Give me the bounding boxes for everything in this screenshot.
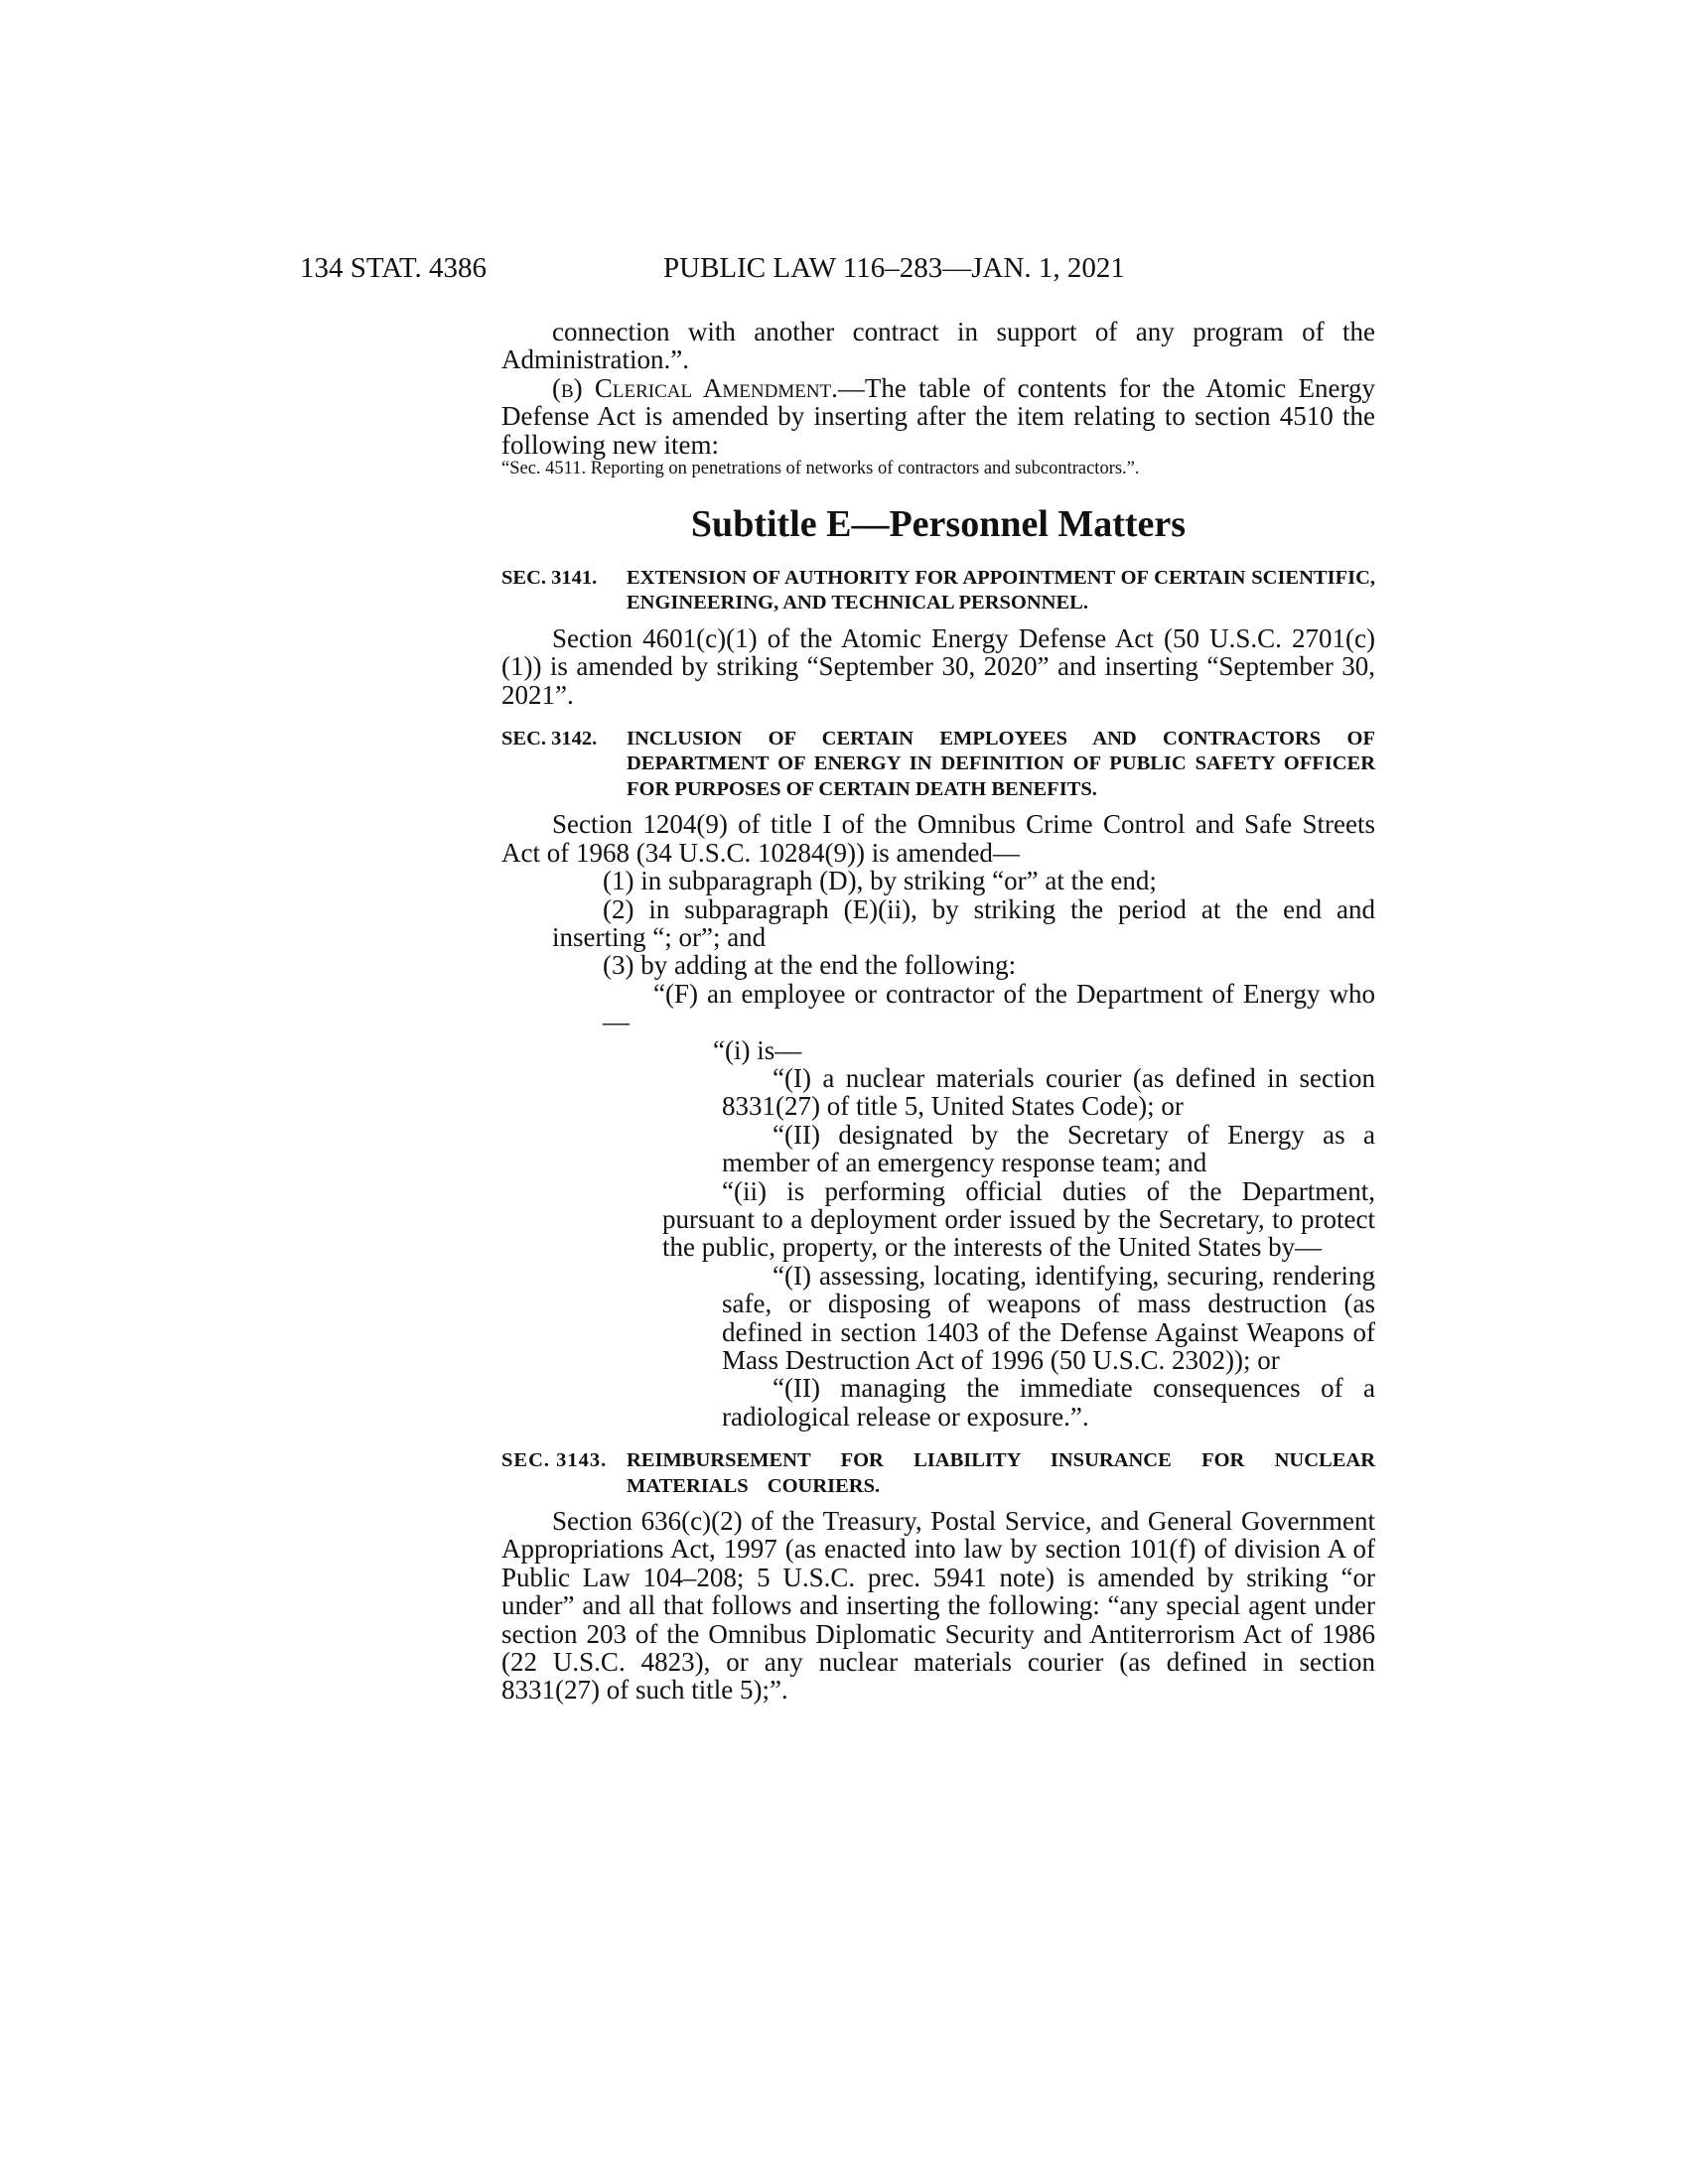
section-3142-heading xyxy=(501,727,1375,802)
subclause-ii-second: “(II) managing the immediate consequences of a radiological release or exposure.”. xyxy=(722,1373,1375,1432)
subclause-i-first: “(I) a nuclear materials courier (as defined in section 8331(27) of title 5, United States Code); or xyxy=(722,1062,1375,1122)
section-3141-heading xyxy=(501,566,1375,616)
paragraph-2: (2) in subparagraph (E)(ii), by striking the period at the end and inserting “; or”; and xyxy=(552,893,1375,952)
subparagraph-f: “(F) an employee or contractor of the Department of Energy who— xyxy=(603,978,1375,1037)
section-3142-title: INCLUSION OF CERTAIN EMPLOYEES AND CONTRACTORS OF DEPARTMENT OF ENERGY IN DEFINITION OF PUBLIC SAFETY OFFICER FOR PURPOSES OF CERTAIN DEATH BENEFITS. xyxy=(627,728,1375,800)
section-3143-text: Section 636(c)(2) of the Treasury, Postal Service, and General Government Appropriations Act, 1997 (as enacted into law by section 101(f) of division A of Public Law 104–208; 5 U.S.C. prec. 5941 note) is amended by striking “or under” and all that follows and inserting the following: “any special agent under section 203 of the Omnibus Diplomatic Security and Antiterrorism Act of 1986 (22 U.S.C. 4823), or any nuclear materials courier (as defined in section 8331(27) of such title 5);”. xyxy=(501,1506,1375,1706)
section-3143-number: SEC. 3143. xyxy=(501,1449,608,1472)
toc-item: “Sec. 4511. Reporting on penetrations of networks of contractors and subcontractors.”. xyxy=(501,459,1140,479)
section-3141-number: SEC. 3141. xyxy=(501,567,598,590)
paragraph-3: (3) by adding at the end the following: xyxy=(603,950,1017,981)
document-body xyxy=(501,318,1375,1705)
clerical-amendment-paragraph xyxy=(501,374,1375,459)
subclause-ii-first: “(II) designated by the Secretary of Energy as a member of an emergency response team; and xyxy=(722,1119,1375,1178)
section-3143-heading xyxy=(501,1448,1375,1499)
section-3141-title: EXTENSION OF AUTHORITY FOR APPOINTMENT OF CERTAIN SCIENTIFIC, ENGINEERING, AND TECHNICAL PERSONNEL. xyxy=(627,567,1375,614)
clerical-amendment-text: —The table of contents for the Atomic Energy Defense Act is amended by inserting after the item relating to section 4510 the following new item: xyxy=(501,372,1375,460)
page-header xyxy=(300,248,1374,288)
section-3142-number: SEC. 3142. xyxy=(501,728,598,751)
subtitle-heading: Subtitle E—Personnel Matters xyxy=(690,503,1187,546)
subclause-i-second: “(I) assessing, locating, identifying, securing, rendering safe, or disposing of weapons of mass destruction (as defined in section 1403 of the Defense Against Weapons of Mass Destruction Act of 1996 (50 U.S.C. 2302)); or xyxy=(722,1260,1375,1375)
public-law-citation: PUBLIC LAW 116–283—JAN. 1, 2021 xyxy=(663,252,1125,284)
section-3141-text: Section 4601(c)(1) of the Atomic Energy Defense Act (50 U.S.C. 2701(c)(1)) is amended by striking “September 30, 2020” and inserting “September 30, 2021”. xyxy=(501,622,1375,710)
clause-ii: “(ii) is performing official duties of the Department, pursuant to a deployment order issued by the Secretary, to protect the public, property, or the interests of the United States by— xyxy=(662,1175,1375,1263)
continuation-text: connection with another contract in support of any program of the Administration.”. xyxy=(501,317,1375,375)
clerical-amendment-heading: (b) Clerical Amendment. xyxy=(552,372,838,403)
continuation-paragraph xyxy=(501,318,1375,374)
section-3143-title: REIMBURSEMENT FOR LIABILITY INSURANCE FOR NUCLEAR MATERIALS COURIERS. xyxy=(627,1449,1375,1497)
clause-i: “(i) is— xyxy=(713,1034,802,1065)
paragraph-1: (1) in subparagraph (D), by striking “or” at the end; xyxy=(603,866,1157,896)
section-3142-intro: Section 1204(9) of title I of the Omnibus Crime Control and Safe Streets Act of 1968 (34 U.S.C. 10284(9)) is amended— xyxy=(501,809,1375,868)
stat-page-number: 134 STAT. 4386 xyxy=(300,252,488,284)
